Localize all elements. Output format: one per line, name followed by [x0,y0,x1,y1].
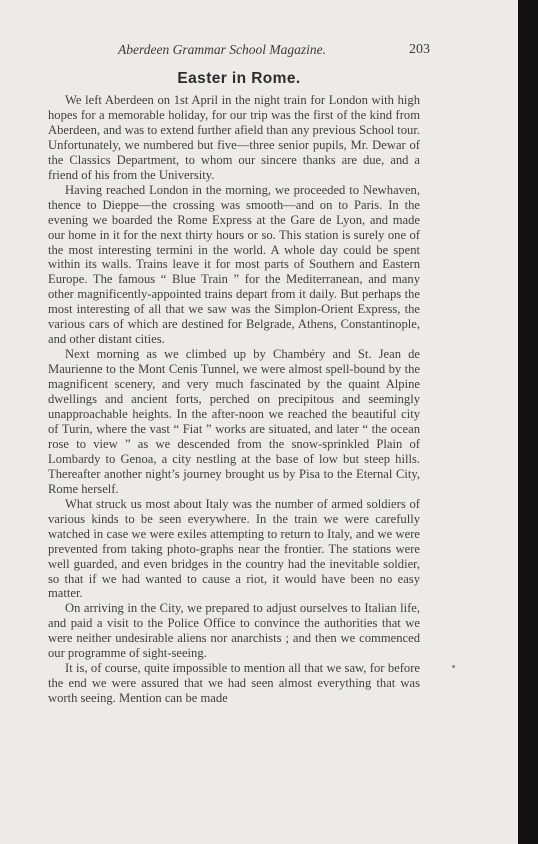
scan-edge [518,0,538,844]
running-head [48,42,430,62]
article-title: Easter in Rome. [177,70,301,87]
article-paragraph: We left Aberdeen on 1st April in the night train for London with high hopes for a memorable holiday, for our trip was the first of the kind from Aberdeen, and was to extend further afield than any previous School tour. Unfortunately, we numbered but five—three senior pupils, Mr. Dewar of the Classics Department, to whom our sincere thanks are due, and a friend of his from the University. [48,93,420,182]
journal-title: Aberdeen Grammar School Magazine. [118,42,326,57]
article-paragraph: It is, of course, quite impossible to mention all that we saw, for before the end we were assured that we had seen almost everything that was worth seeing. Mention can be made [48,661,420,706]
article-paragraph: What struck us most about Italy was the number of armed soldiers of various kinds to be seen everywhere. In the train we were carefully watched in case we were exiles attempting to return to Italy, and we were prevented from taking photo-graphs near the frontier. The stations were well guarded, and even bridges in the country had the inevitable soldier, so that if we had wanted to cause a riot, it would have been no easy matter. [48,496,420,601]
paper-speck [452,665,455,668]
article-paragraph: Next morning as we climbed up by Chambéry and St. Jean de Maurienne to the Mont Cenis Tunnel, we were almost spell-bound by the magnificent scenery, and very much fascinated by the quaint Alpine dwellings and ancient forts, perched on precipitous and seemingly unapproachable heights. In the after-noon we reached the beautiful city of Turin, where the vast “ Fiat ” works are situated, and later “ the ocean rose to view ” as we descended from the snow-sprinkled Plain of Lombardy to Genoa, a city nestling at the base of low but steep hills. Thereafter another night’s journey brought us by Pisa to the Eternal City, Rome herself. [48,347,420,496]
article-paragraph: Having reached London in the morning, we proceeded to Newhaven, thence to Dieppe—the crossing was smooth—and on to Paris. In the evening we boarded the Rome Express at the Gare de Lyon, and made our home in it for the next thirty hours or so. This station is surely one of the most interesting termini in the world. A whole day could be spent within its walls. Trains leave it for most parts of Southern and Eastern Europe. The famous “ Blue Train ” for the Mediterranean, and many other magnificently-appointed trains depart from it daily. But perhaps the most interesting of all that we saw was the Simplon-Orient Express, the various cars of which are destined for Belgrade, Athens, Constantinople, and other distant cities. [48,182,420,347]
article-paragraph: On arriving in the City, we prepared to adjust ourselves to Italian life, and paid a visit to the Police Office to convince the authorities that we were neither undesirable aliens nor anarchists ; and then we commenced our programme of sight-seeing. [48,601,420,661]
page-number: 203 [409,42,430,57]
article-body [48,93,420,706]
